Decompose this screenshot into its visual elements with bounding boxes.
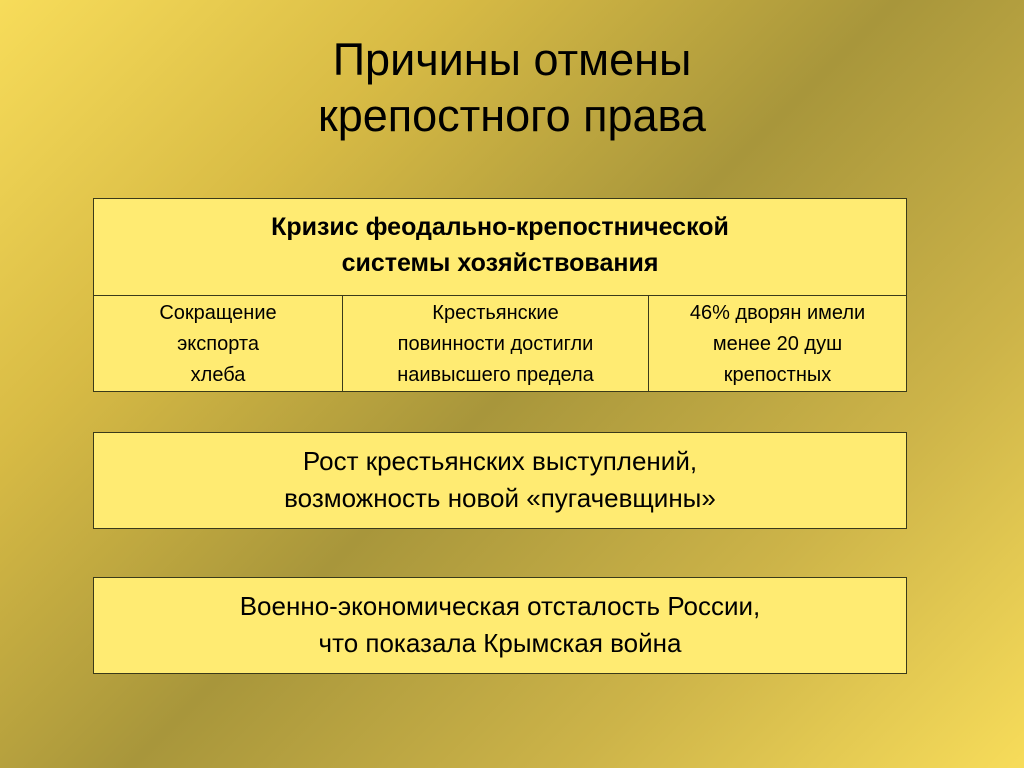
backwardness-line-1: Военно-экономическая отсталость России, bbox=[239, 591, 761, 621]
cause-line: наивысшего предела bbox=[397, 364, 594, 386]
cause-peasant-duties bbox=[343, 296, 649, 392]
cause-line: Сокращение bbox=[159, 302, 277, 324]
cause-line: 46% дворян имели bbox=[689, 302, 866, 324]
crisis-heading-line-2: системы хозяйствования bbox=[341, 249, 659, 277]
peasant-unrest-box bbox=[93, 432, 907, 529]
backwardness-line-2: что показала Крымская война bbox=[318, 628, 682, 658]
crisis-heading-line-1: Кризис феодально-крепостнической bbox=[271, 213, 729, 241]
cause-line: хлеба bbox=[190, 364, 246, 386]
crisis-box bbox=[93, 198, 907, 392]
crisis-causes-row bbox=[94, 296, 906, 392]
cause-grain-export bbox=[94, 296, 343, 392]
cause-nobles-serfs bbox=[649, 296, 906, 392]
cause-line: крепостных bbox=[723, 364, 832, 386]
crisis-heading bbox=[94, 199, 906, 296]
slide-title-line-1: Причины отмены bbox=[332, 34, 692, 85]
military-backwardness-box bbox=[93, 577, 907, 674]
cause-line: менее 20 душ bbox=[712, 333, 843, 355]
unrest-line-2: возможность новой «пугачевщины» bbox=[284, 483, 716, 513]
cause-line: Крестьянские bbox=[432, 302, 559, 324]
cause-line: экспорта bbox=[177, 333, 259, 355]
slide-title-line-2: крепостного права bbox=[318, 90, 706, 141]
slide-title bbox=[0, 32, 1024, 144]
cause-line: повинности достигли bbox=[397, 333, 594, 355]
unrest-line-1: Рост крестьянских выступлений, bbox=[302, 446, 698, 476]
